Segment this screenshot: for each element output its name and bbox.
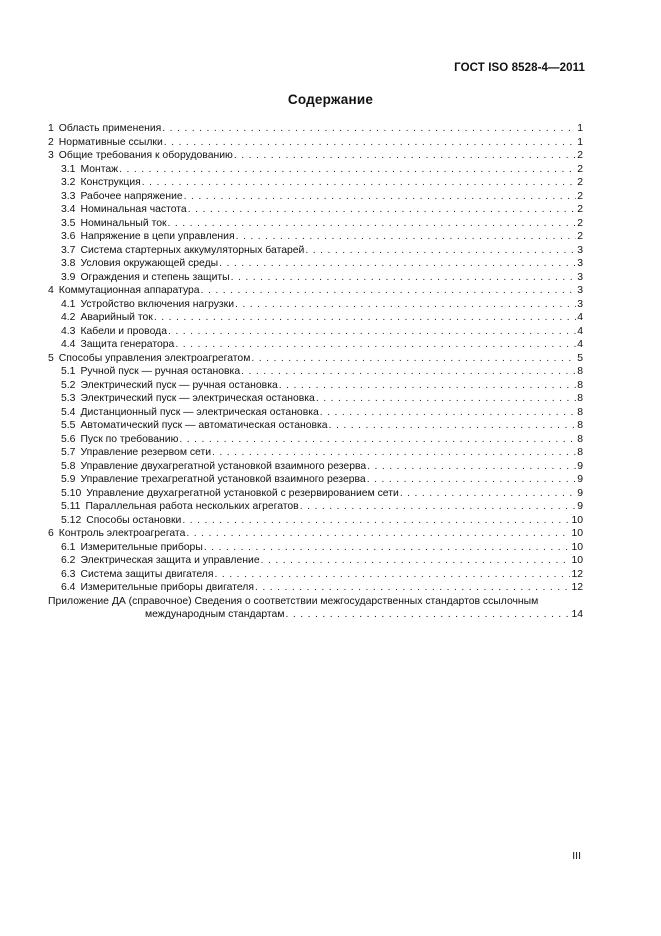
toc-entry-number: 1 — [48, 123, 54, 134]
toc-entry[interactable] — [48, 500, 583, 514]
page-number: III — [572, 850, 581, 862]
toc-leader-dots — [204, 541, 571, 555]
toc-entry-number: 3 — [48, 150, 54, 161]
toc-entry-page: 9 — [577, 501, 583, 512]
toc-entry-title: Коммутационная аппаратура — [58, 285, 200, 296]
toc-leader-dots — [184, 190, 577, 204]
toc-leader-dots — [316, 392, 576, 406]
toc-entry-page: 8 — [577, 406, 583, 418]
toc-leader-dots — [212, 446, 576, 460]
toc-entry-title: Устройство включения нагрузки — [80, 298, 235, 310]
toc-leader-dots — [188, 203, 577, 217]
toc-entry-title: Конструкция — [80, 177, 141, 188]
toc-entry-number: 5.7 — [61, 447, 76, 458]
toc-entry[interactable] — [48, 298, 583, 312]
toc-entry[interactable] — [48, 311, 583, 325]
toc-entry[interactable] — [48, 406, 583, 420]
toc-entry-page: 8 — [577, 447, 583, 458]
toc-entry-page: 10 — [571, 528, 583, 539]
toc-entry-page: 9 — [577, 474, 583, 485]
toc-entry-page: 2 — [577, 231, 583, 242]
toc-entry-title: Измерительные приборы — [80, 541, 203, 553]
toc-entry[interactable] — [48, 122, 583, 136]
toc-entry-title: Параллельная работа нескольких агрегатов — [85, 501, 299, 512]
toc-entry-page: 3 — [577, 258, 583, 269]
table-of-contents — [48, 122, 583, 622]
toc-entry-page: 2 — [577, 204, 583, 215]
appendix-title-continuation: международным стандартам — [145, 609, 285, 620]
toc-entry-number: 5.10 — [61, 487, 82, 499]
toc-entry[interactable] — [48, 460, 583, 474]
toc-entry-number: 3.9 — [61, 271, 76, 283]
document-code: ГОСТ ISO 8528-4—2011 — [454, 62, 585, 74]
toc-entry-page: 8 — [577, 420, 583, 431]
toc-entry-number: 3.1 — [61, 163, 76, 175]
toc-appendix-entry[interactable] — [48, 595, 583, 622]
toc-entry-number: 4.2 — [61, 312, 76, 323]
toc-entry-page: 4 — [577, 325, 583, 337]
toc-entry-title: Система стартерных аккумуляторных батарей — [80, 244, 305, 256]
toc-entry-page: 2 — [577, 190, 583, 202]
toc-leader-dots — [367, 460, 576, 474]
toc-entry[interactable] — [48, 527, 583, 541]
toc-leader-dots — [320, 406, 576, 420]
toc-entry-page: 8 — [577, 433, 583, 445]
toc-leader-dots — [234, 149, 576, 163]
toc-leader-dots — [329, 419, 577, 433]
toc-leader-dots — [168, 325, 576, 339]
toc-entry-title: Электрический пуск — ручная остановка — [80, 379, 278, 391]
toc-entry-title: Измерительные приборы двигателя — [80, 582, 254, 593]
toc-entry-page: 8 — [577, 379, 583, 391]
toc-entry[interactable] — [48, 190, 583, 204]
toc-entry-title: Рабочее напряжение — [80, 190, 183, 202]
toc-leader-dots — [400, 487, 576, 501]
toc-leader-dots — [164, 136, 576, 150]
toc-entry-number: 6.4 — [61, 582, 76, 593]
toc-entry[interactable] — [48, 338, 583, 352]
toc-entry[interactable] — [48, 244, 583, 258]
toc-entry[interactable] — [48, 163, 583, 177]
toc-entry[interactable] — [48, 514, 583, 528]
toc-entry-title: Управление резервом сети — [80, 447, 212, 458]
toc-entry[interactable] — [48, 352, 583, 366]
toc-entry[interactable] — [48, 325, 583, 339]
toc-entry-title: Контроль электроагрегата — [58, 528, 186, 539]
toc-entry-number: 4.1 — [61, 298, 76, 310]
toc-entry-page: 10 — [571, 541, 583, 553]
toc-entry[interactable] — [48, 433, 583, 447]
toc-entry[interactable] — [48, 487, 583, 501]
toc-entry-title: Дистанционный пуск — электрическая остановка — [80, 406, 319, 418]
toc-entries — [48, 122, 583, 595]
toc-entry[interactable] — [48, 379, 583, 393]
toc-leader-dots — [367, 473, 577, 487]
toc-entry-page: 12 — [571, 582, 583, 593]
toc-leader-dots — [285, 608, 570, 622]
toc-entry-title: Автоматический пуск — автоматическая остановка — [80, 420, 328, 431]
toc-entry-number: 4.4 — [61, 339, 76, 350]
toc-entry[interactable] — [48, 419, 583, 433]
toc-entry-number: 3.2 — [61, 177, 76, 188]
toc-leader-dots — [236, 230, 577, 244]
toc-entry-title: Номинальный ток — [80, 217, 167, 229]
toc-entry-number: 6.2 — [61, 555, 76, 566]
toc-entry-page: 10 — [571, 555, 583, 566]
toc-entry[interactable] — [48, 446, 583, 460]
toc-leader-dots — [201, 284, 577, 298]
toc-entry-number: 5.9 — [61, 474, 76, 485]
appendix-title-line: Приложение ДА (справочное) Сведения о соответствии межгосударственных стандартов ссылочным — [48, 595, 539, 607]
toc-leader-dots — [305, 244, 576, 258]
toc-entry-number: 5.6 — [61, 433, 76, 445]
toc-entry-title: Пуск по требованию — [80, 433, 179, 445]
toc-entry-page: 4 — [577, 339, 583, 350]
toc-entry-number: 5.2 — [61, 379, 76, 391]
toc-leader-dots — [300, 500, 577, 514]
toc-entry[interactable] — [48, 392, 583, 406]
toc-entry[interactable] — [48, 284, 583, 298]
toc-entry-number: 6.1 — [61, 541, 76, 553]
toc-entry[interactable] — [48, 541, 583, 555]
toc-leader-dots — [231, 271, 577, 285]
toc-entry-page: 2 — [577, 177, 583, 188]
toc-entry-title: Напряжение в цепи управления — [80, 231, 235, 242]
toc-entry-title: Управление трехагрегатной установкой взаимного резерва — [80, 474, 366, 485]
toc-entry-number: 6 — [48, 528, 54, 539]
toc-entry[interactable] — [48, 271, 583, 285]
toc-leader-dots — [154, 311, 576, 325]
toc-entry-page: 8 — [577, 366, 583, 377]
toc-entry-title: Область применения — [58, 123, 162, 134]
toc-entry-title: Условия окружающей среды — [80, 258, 219, 269]
toc-entry[interactable] — [48, 203, 583, 217]
toc-leader-dots — [255, 581, 570, 595]
toc-entry-page: 9 — [577, 487, 583, 499]
toc-entry-page: 3 — [577, 285, 583, 296]
toc-leader-dots — [279, 379, 576, 393]
appendix-continuation-line — [48, 608, 583, 622]
toc-entry-number: 3.5 — [61, 217, 76, 229]
toc-entry-number: 4.3 — [61, 325, 76, 337]
toc-entry-number: 2 — [48, 136, 54, 148]
appendix-page-number: 14 — [571, 609, 583, 620]
toc-entry-page: 8 — [577, 393, 583, 404]
toc-entry-page: 4 — [577, 312, 583, 323]
toc-entry[interactable] — [48, 473, 583, 487]
toc-entry-page: 10 — [571, 514, 583, 526]
toc-entry-page: 12 — [571, 568, 583, 580]
toc-entry[interactable] — [48, 217, 583, 231]
toc-leader-dots — [162, 122, 576, 136]
toc-entry-title: Система защиты двигателя — [80, 568, 214, 580]
toc-entry-title: Номинальная частота — [80, 204, 187, 215]
toc-entry-page: 3 — [577, 271, 583, 283]
toc-entry-number: 3.4 — [61, 204, 76, 215]
toc-entry-number: 5.11 — [61, 501, 81, 512]
toc-entry-title: Способы остановки — [86, 514, 182, 526]
toc-entry-number: 5.12 — [61, 514, 82, 526]
toc-entry-number: 5.4 — [61, 406, 76, 418]
toc-entry-number: 3.8 — [61, 258, 76, 269]
toc-entry-page: 9 — [577, 460, 583, 472]
toc-entry-page: 5 — [577, 352, 583, 364]
toc-entry-title: Электрическая защита и управление — [80, 555, 260, 566]
toc-entry-title: Монтаж — [80, 163, 119, 175]
toc-entry-title: Общие требования к оборудованию — [58, 150, 233, 161]
toc-leader-dots — [119, 163, 576, 177]
toc-leader-dots — [214, 568, 570, 582]
toc-entry-number: 5.5 — [61, 420, 76, 431]
toc-entry[interactable] — [48, 365, 583, 379]
toc-leader-dots — [168, 217, 577, 231]
toc-leader-dots — [182, 514, 570, 528]
toc-leader-dots — [241, 365, 576, 379]
toc-leader-dots — [142, 176, 576, 190]
toc-entry-number: 3.7 — [61, 244, 76, 256]
toc-entry-number: 5.1 — [61, 366, 76, 377]
toc-entry-number: 5 — [48, 352, 54, 364]
toc-entry-number: 5.8 — [61, 460, 76, 472]
toc-leader-dots — [175, 338, 576, 352]
toc-entry-page: 1 — [577, 123, 583, 134]
toc-entry[interactable] — [48, 136, 583, 150]
toc-leader-dots — [179, 433, 576, 447]
toc-entry-title: Способы управления электроагрегатом — [58, 352, 251, 364]
toc-leader-dots — [186, 527, 570, 541]
toc-leader-dots — [219, 257, 576, 271]
toc-entry-title: Защита генератора — [80, 339, 175, 350]
toc-entry[interactable] — [48, 568, 583, 582]
toc-entry[interactable] — [48, 149, 583, 163]
toc-entry-title: Кабели и провода — [80, 325, 167, 337]
toc-entry-number: 6.3 — [61, 568, 76, 580]
toc-entry-page: 1 — [577, 136, 583, 148]
toc-entry-title: Нормативные ссылки — [58, 136, 163, 148]
toc-leader-dots — [235, 298, 576, 312]
toc-entry-title: Ограждения и степень защиты — [80, 271, 230, 283]
toc-entry-page: 2 — [577, 217, 583, 229]
toc-leader-dots — [251, 352, 576, 366]
toc-entry-page: 3 — [577, 298, 583, 310]
page-title: Содержание — [287, 92, 374, 107]
toc-entry-number: 4 — [48, 285, 54, 296]
toc-entry[interactable] — [48, 554, 583, 568]
toc-entry-title: Ручной пуск — ручная остановка — [80, 366, 241, 377]
toc-leader-dots — [261, 554, 571, 568]
toc-entry[interactable] — [48, 176, 583, 190]
toc-entry-page: 2 — [577, 150, 583, 161]
toc-entry-number: 5.3 — [61, 393, 76, 404]
toc-entry-number: 3.6 — [61, 231, 76, 242]
toc-entry-title: Электрический пуск — электрическая остановка — [80, 393, 315, 404]
toc-entry-page: 2 — [577, 163, 583, 175]
toc-entry-title: Аварийный ток — [80, 312, 153, 323]
toc-entry[interactable] — [48, 257, 583, 271]
toc-entry-title: Управление двухагрегатной установкой взаимного резерва — [80, 460, 367, 472]
toc-entry-page: 3 — [577, 244, 583, 256]
toc-entry[interactable] — [48, 230, 583, 244]
toc-entry[interactable] — [48, 581, 583, 595]
toc-entry-number: 3.3 — [61, 190, 76, 202]
toc-entry-title: Управление двухагрегатной установкой с резервированием сети — [86, 487, 399, 499]
